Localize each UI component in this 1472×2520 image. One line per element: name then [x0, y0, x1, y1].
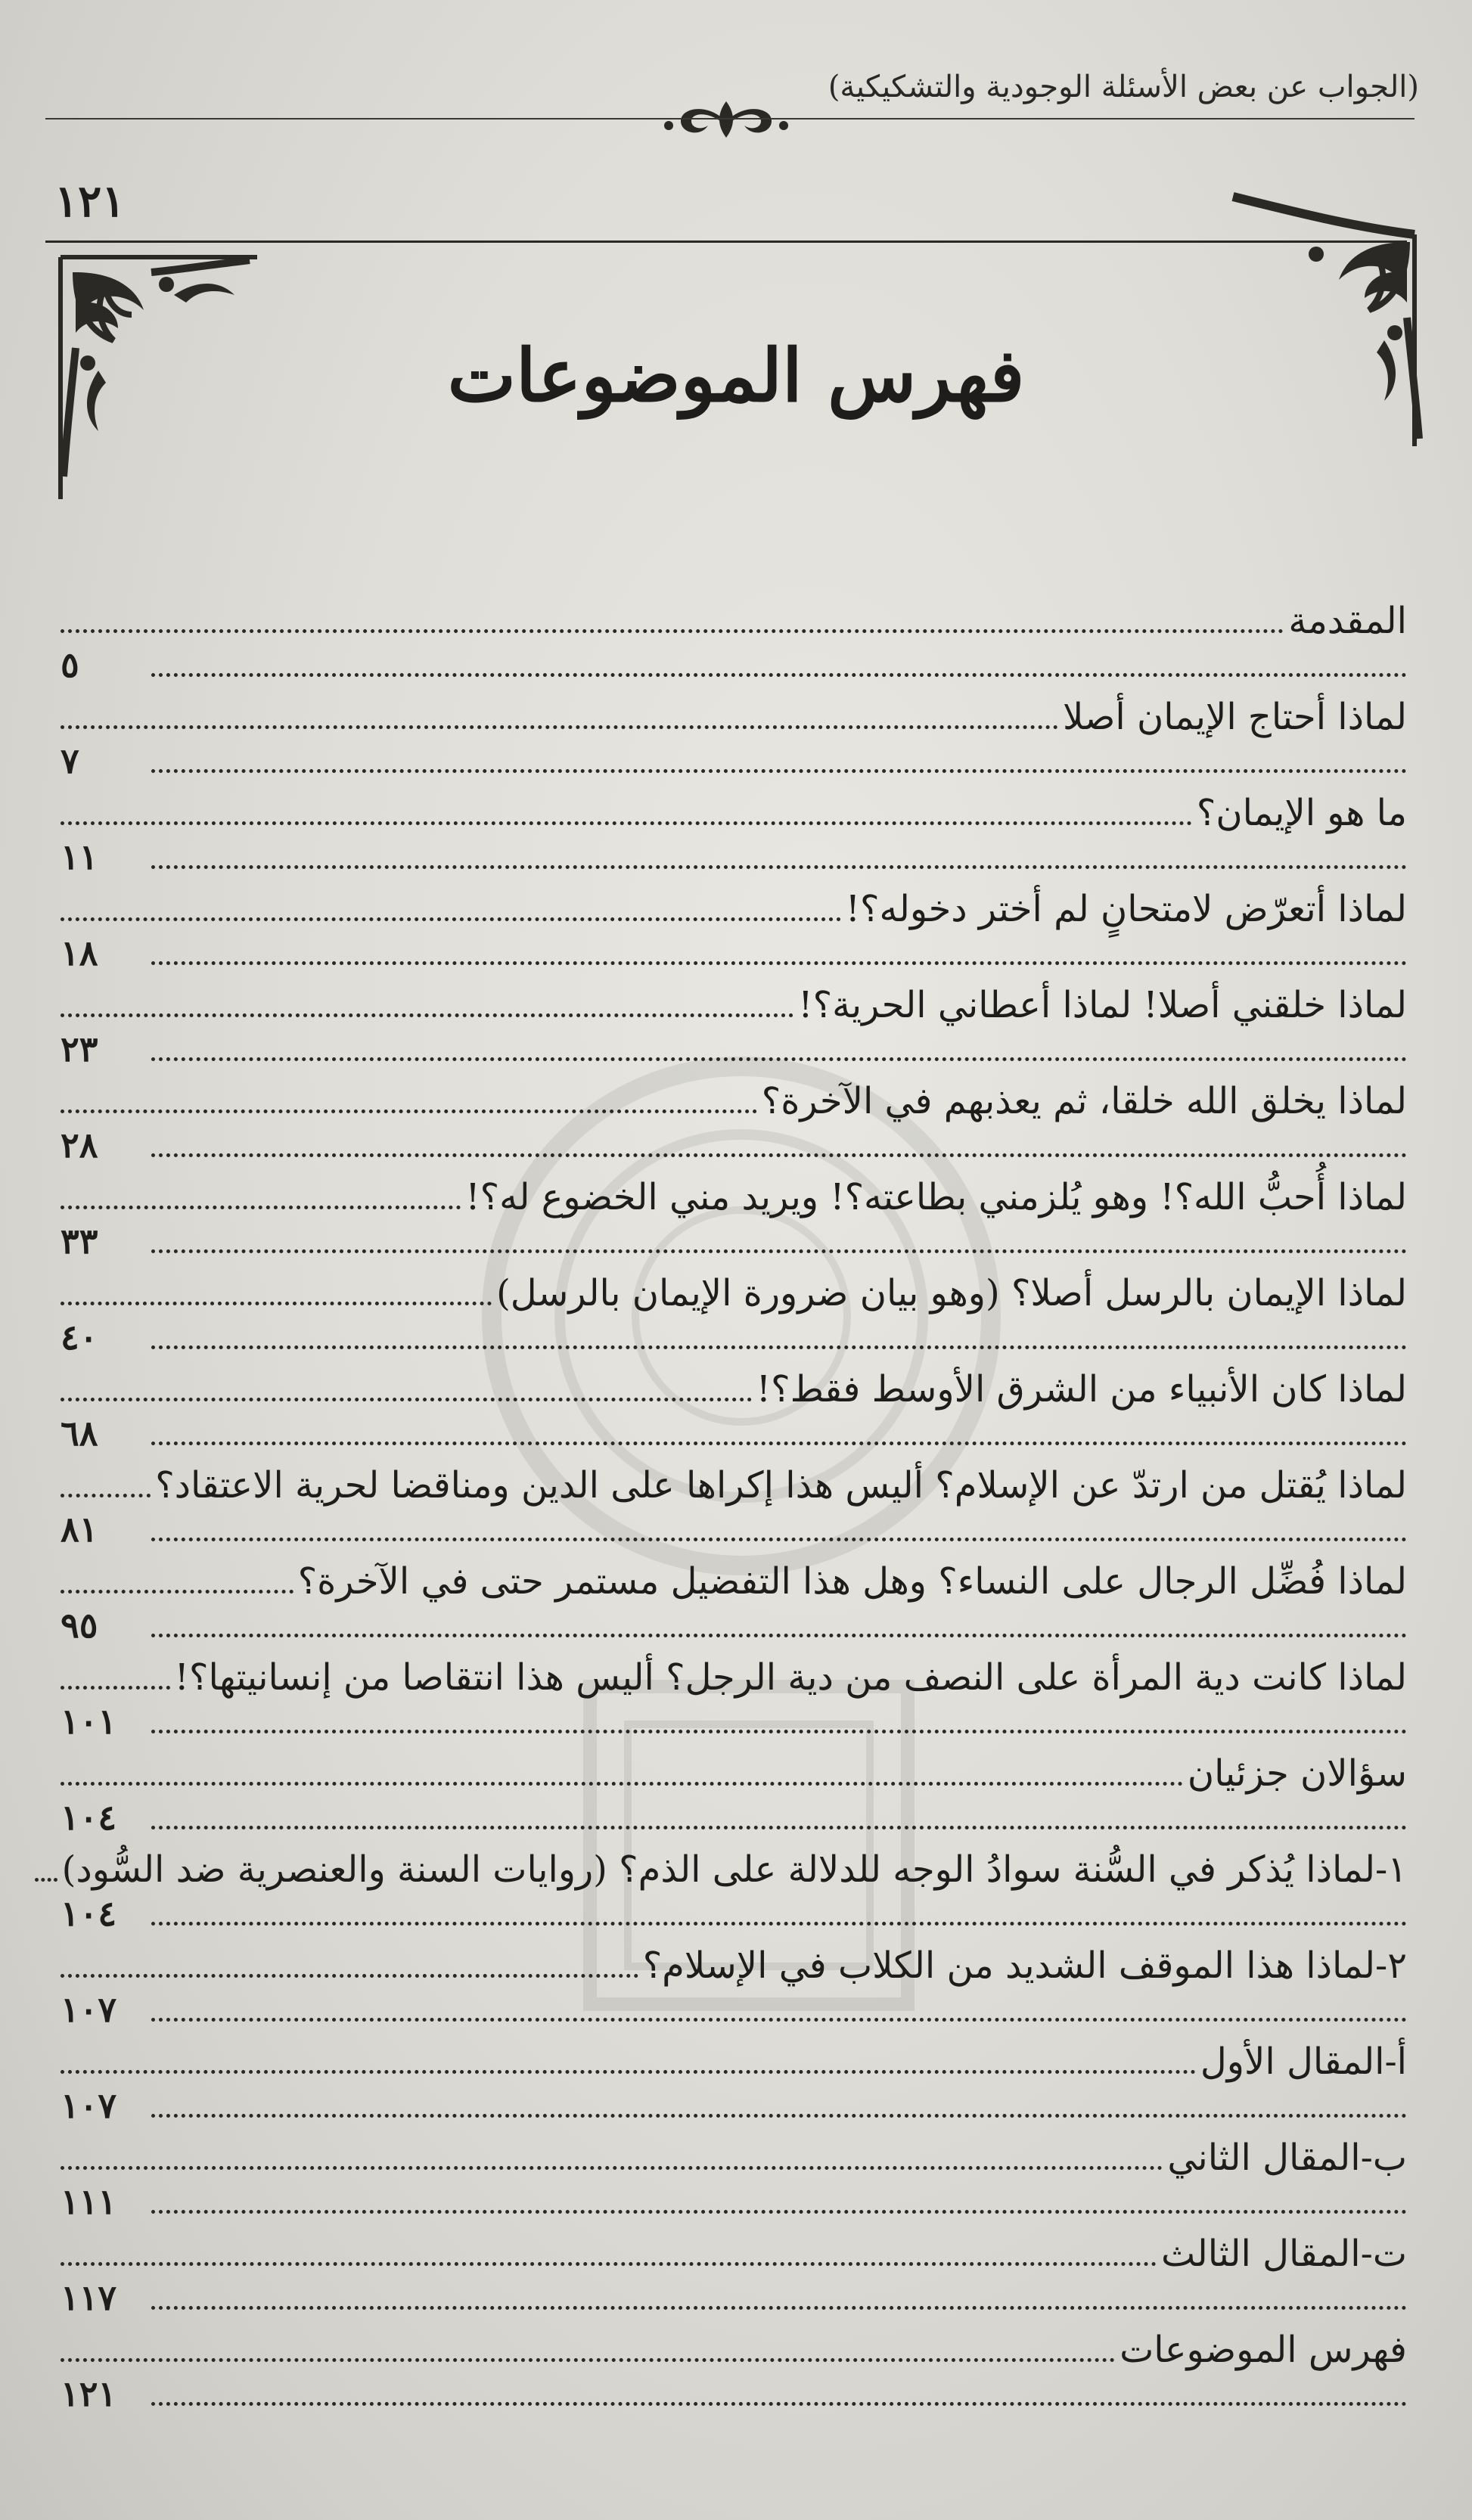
- dot-leader: [151, 769, 1407, 773]
- toc-entry: [61, 790, 1407, 886]
- dot-leader: [61, 2262, 1157, 2266]
- toc-entry: [61, 1558, 1407, 1654]
- toc-title-line: [61, 2038, 1407, 2085]
- dot-leader: [151, 1442, 1407, 1445]
- toc-entry-title: لماذا يخلق الله خلقا، ثم يعذبهم في الآخرة؟: [761, 1080, 1407, 1122]
- toc-entry: [61, 694, 1407, 790]
- toc-entry: [61, 1174, 1407, 1270]
- toc-entry-page-number: ٢٣: [61, 1029, 98, 1069]
- toc-entry-title: لماذا كانت دية المرأة على النصف من دية الرجل؟ أليس هذا انتقاصا من إنسانيتها؟!: [174, 1656, 1407, 1699]
- toc-entry-title: لماذا أحتاج الإيمان أصلا: [1062, 696, 1407, 738]
- toc-entry-title: سؤالان جزئيان: [1187, 1752, 1407, 1795]
- dot-leader: [151, 2018, 1407, 2022]
- toc-entry-page-number: ١١٧: [61, 2277, 117, 2318]
- toc-entry: [61, 2230, 1407, 2326]
- toc-title-line: [61, 597, 1407, 644]
- toc-title-line: [61, 1846, 1407, 1893]
- dot-leader: [61, 1206, 461, 1209]
- toc-page-line: [61, 1315, 1407, 1359]
- dot-leader: [35, 1878, 57, 1882]
- toc-entry-title: المقدمة: [1288, 600, 1407, 642]
- toc-entry-title: لماذا أُحبُّ الله؟! وهو يُلزمني بطاعته؟! ويريد مني الخضوع له؟!: [465, 1176, 1407, 1218]
- toc-entry-page-number: ١٠٧: [61, 1989, 117, 2030]
- toc-title-line: [61, 1750, 1407, 1797]
- toc-entry-title: ب-المقال الثاني: [1167, 2137, 1407, 2179]
- toc-title-line: [61, 982, 1407, 1029]
- toc-entry-title: لماذا يُقتل من ارتدّ عن الإسلام؟ أليس هذا إكراها على الدين ومناقضا لحرية الاعتقاد؟: [155, 1464, 1407, 1507]
- toc-entry-title: لماذا كان الأنبياء من الشرق الأوسط فقط؟!: [756, 1368, 1407, 1411]
- toc-entry-page-number: ١٨: [61, 933, 98, 973]
- toc-title-line: [61, 1366, 1407, 1413]
- toc-entry: [61, 886, 1407, 982]
- toc-entry-title: ما هو الإيمان؟: [1196, 792, 1407, 834]
- toc-entry: [61, 1942, 1407, 2038]
- toc-page-line: [61, 1892, 1407, 1935]
- toc-page-line: [61, 2084, 1407, 2127]
- dot-leader: [61, 1782, 1183, 1786]
- toc-entry: [61, 982, 1407, 1078]
- toc-page-line: [61, 1411, 1407, 1455]
- toc-entry-page-number: ١٠١: [61, 1701, 117, 1742]
- toc-title-line: [61, 790, 1407, 836]
- dot-leader: [61, 1302, 492, 1305]
- dot-leader: [151, 1345, 1407, 1349]
- toc-entry: [61, 1366, 1407, 1462]
- dot-leader: [61, 1109, 757, 1113]
- dot-leader: [61, 629, 1284, 633]
- dot-leader: [151, 1153, 1407, 1157]
- page-title: فهرس الموضوعات: [447, 333, 1025, 418]
- toc-entry: [61, 2326, 1407, 2422]
- toc-entry: [61, 1078, 1407, 1174]
- toc-entry-title: فهرس الموضوعات: [1120, 2329, 1407, 2371]
- toc-entry-title: لماذا الإيمان بالرسل أصلا؟ (وهو بيان ضرورة الإيمان بالرسل): [496, 1272, 1407, 1314]
- toc-entry-title: ٢-لماذا هذا الموقف الشديد من الكلاب في الإسلام؟: [642, 1944, 1407, 1987]
- toc-title-line: [61, 2326, 1407, 2373]
- dot-leader: [151, 1634, 1407, 1637]
- toc-page-line: [61, 1603, 1407, 1647]
- toc-entry: [61, 1846, 1407, 1942]
- dot-leader: [151, 865, 1407, 869]
- toc-page-line: [61, 1123, 1407, 1167]
- toc-entry-page-number: ٥: [61, 644, 79, 685]
- dot-leader: [151, 1826, 1407, 1829]
- toc-entry-page-number: ١٠٤: [61, 1893, 117, 1934]
- toc-title-line: [61, 1942, 1407, 1989]
- dot-leader: [61, 821, 1192, 825]
- toc-entry-page-number: ١١١: [61, 2181, 117, 2222]
- toc-page-line: [61, 1699, 1407, 1743]
- page-rule: [45, 241, 1407, 243]
- running-head: (الجواب عن بعض الأسئلة الوجودية والتشكيكية): [828, 70, 1419, 104]
- table-of-contents: [61, 597, 1407, 2422]
- page-number: ١٢١: [54, 175, 126, 227]
- dot-leader: [61, 1013, 793, 1017]
- toc-entry-page-number: ٨١: [61, 1509, 98, 1550]
- toc-entry-page-number: ٦٨: [61, 1413, 98, 1454]
- toc-entry-page-number: ١٠٧: [61, 2085, 117, 2126]
- dot-leader: [151, 2306, 1407, 2310]
- toc-title-line: [61, 1078, 1407, 1125]
- toc-entry-page-number: ١١: [61, 836, 98, 877]
- toc-title-line: [61, 1462, 1407, 1509]
- toc-title-line: [61, 1654, 1407, 1701]
- toc-entry: [61, 597, 1407, 694]
- dot-leader: [61, 2070, 1196, 2074]
- dot-leader: [151, 1922, 1407, 1926]
- dot-leader: [61, 1398, 752, 1401]
- toc-page-line: [61, 739, 1407, 783]
- dot-leader: [61, 2166, 1163, 2170]
- toc-title-line: [61, 2230, 1407, 2277]
- toc-page-line: [61, 1219, 1407, 1263]
- toc-page-line: [61, 1988, 1407, 2031]
- toc-entry-page-number: ١٢١: [61, 2373, 117, 2414]
- toc-page-line: [61, 835, 1407, 879]
- toc-title-line: [61, 1558, 1407, 1605]
- dot-leader: [151, 1249, 1407, 1253]
- toc-page-line: [61, 643, 1407, 687]
- dot-leader: [61, 917, 841, 921]
- dot-leader: [61, 1974, 638, 1978]
- toc-title-line: [61, 2134, 1407, 2181]
- toc-title-line: [61, 1270, 1407, 1317]
- dot-leader: [151, 1538, 1407, 1541]
- head-rule: [45, 118, 1415, 119]
- toc-page-line: [61, 2276, 1407, 2320]
- dot-leader: [61, 1494, 151, 1497]
- dot-leader: [61, 2358, 1115, 2362]
- toc-entry-title: ١-لماذا يُذكر في السُّنة سوادُ الوجه للدلالة على الذم؟ (روايات السنة والعنصرية ضد السُّود): [61, 1848, 1407, 1891]
- toc-entry-page-number: ٧: [61, 740, 79, 781]
- toc-title-line: [61, 694, 1407, 740]
- toc-entry-title: لماذا خلقني أصلا! لماذا أعطاني الحرية؟!: [798, 984, 1407, 1026]
- toc-entry-title: لماذا أتعرّض لامتحانٍ لم أختر دخوله؟!: [845, 888, 1407, 930]
- dot-leader: [151, 961, 1407, 965]
- toc-entry-page-number: ٣٣: [61, 1221, 98, 1262]
- toc-title-line: [61, 1174, 1407, 1221]
- toc-entry-title: ت-المقال الثالث: [1161, 2233, 1407, 2275]
- dot-leader: [61, 1590, 293, 1594]
- dot-leader: [61, 725, 1058, 729]
- toc-entry: [61, 1462, 1407, 1558]
- toc-page-line: [61, 2180, 1407, 2224]
- toc-entry-page-number: ١٠٤: [61, 1797, 117, 1838]
- toc-entry: [61, 2038, 1407, 2134]
- dot-leader: [151, 2402, 1407, 2406]
- toc-entry-title: أ-المقال الأول: [1200, 2041, 1407, 2083]
- toc-entry-title: لماذا فُضِّل الرجال على النساء؟ وهل هذا التفضيل مستمر حتى في الآخرة؟: [297, 1560, 1407, 1603]
- toc-title-line: [61, 886, 1407, 933]
- head-ornament: [651, 95, 802, 148]
- toc-entry-page-number: ٢٨: [61, 1125, 98, 1165]
- dot-leader: [151, 1057, 1407, 1061]
- dot-leader: [151, 2114, 1407, 2118]
- toc-entry: [61, 1270, 1407, 1366]
- toc-entry: [61, 1654, 1407, 1750]
- toc-page-line: [61, 931, 1407, 975]
- dot-leader: [61, 1686, 170, 1690]
- toc-page-line: [61, 1795, 1407, 1839]
- toc-entry-page-number: ٤٠: [61, 1317, 98, 1358]
- dot-leader: [151, 673, 1407, 677]
- toc-page-line: [61, 2372, 1407, 2416]
- toc-entry: [61, 1750, 1407, 1846]
- dot-leader: [151, 2210, 1407, 2214]
- toc-page-line: [61, 1027, 1407, 1071]
- toc-entry: [61, 2134, 1407, 2230]
- toc-page-line: [61, 1507, 1407, 1551]
- toc-entry-page-number: ٩٥: [61, 1605, 98, 1646]
- dot-leader: [151, 1730, 1407, 1733]
